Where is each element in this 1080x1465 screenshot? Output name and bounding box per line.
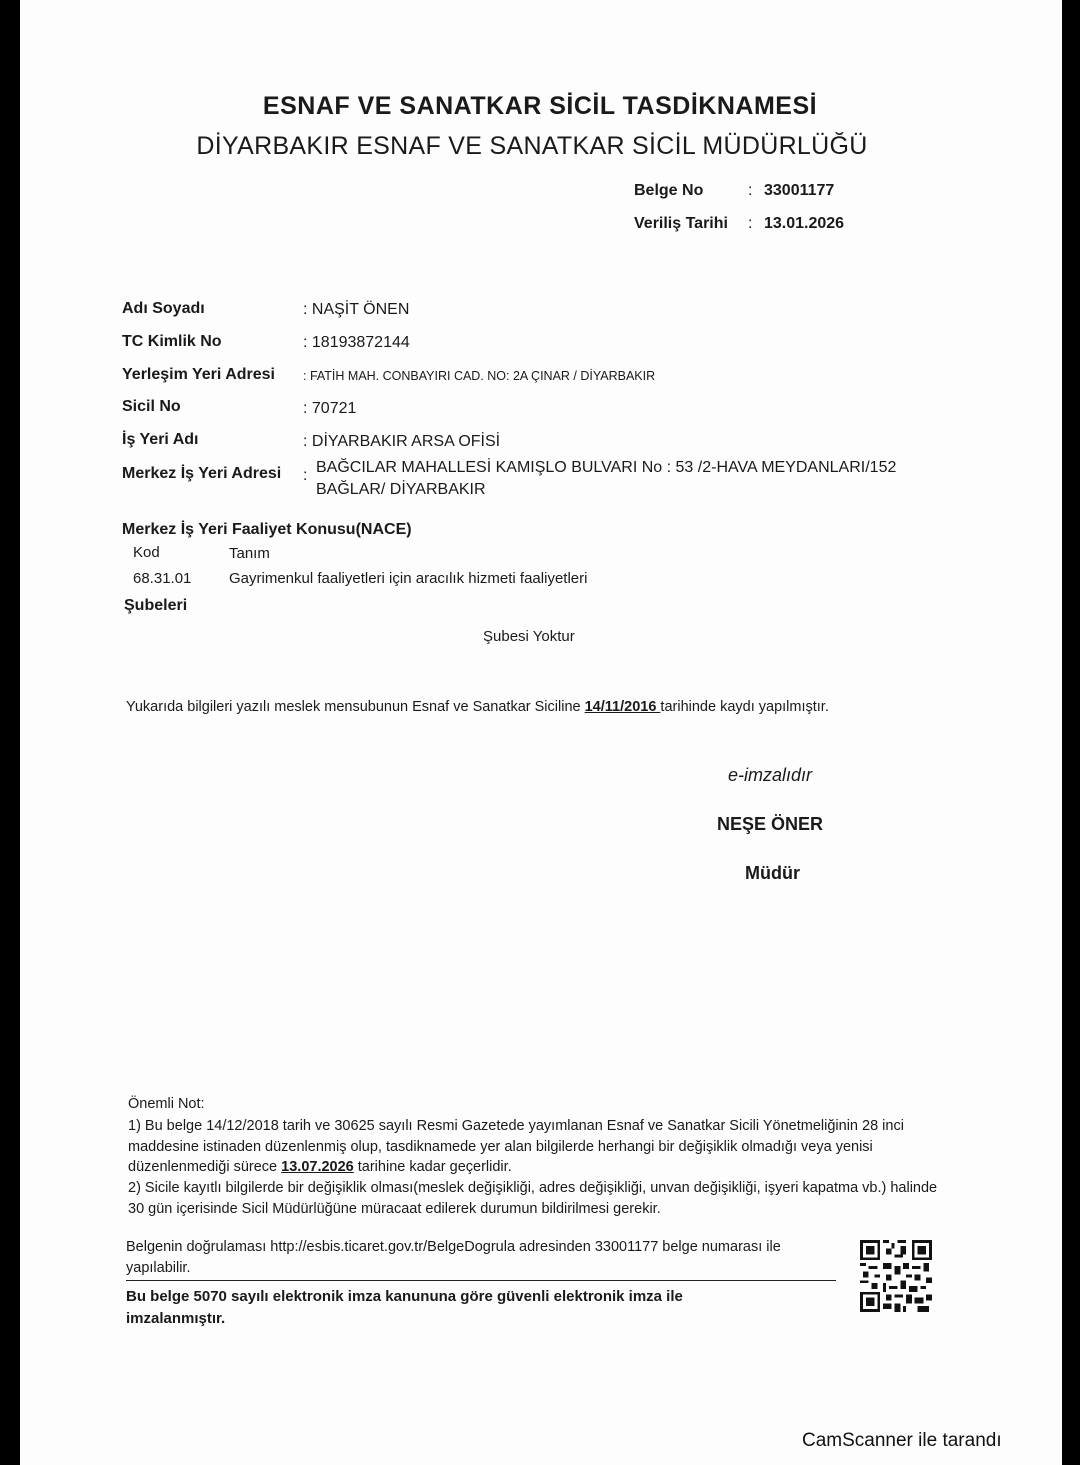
e-imza-label: e-imzalıdır: [728, 765, 813, 785]
merkez-adres-line-2: BAĞLAR/ DİYARBAKIR: [316, 481, 486, 498]
note-paragraph-2: 2) Sicile kayıtlı bilgilerde bir değişiklik olması(meslek değişikliği, adres değişikliği, unvan değişikliği, işyeri kapatma vb.) halinde 30 gün içerisinde Sicil Müdürlüğüne müracaat edilerek durumun bildirilmesi gerekir.: [128, 1180, 938, 1217]
verilis-tarihi-colon: :: [748, 215, 753, 232]
belge-no-label: Belge No: [634, 182, 704, 199]
isyeri-adi-label: İş Yeri Adı: [122, 431, 199, 448]
merkez-adres-line-1: BAĞCILAR MAHALLESİ KAMIŞLO BULVARI No : 53 /2-HAVA MEYDANLARI/152: [316, 459, 897, 476]
yerlesim-adresi-value: : FATİH MAH. CONBAYIRI CAD. NO: 2A ÇINAR / DİYARBAKIR: [303, 369, 656, 383]
verilis-tarihi-value: 13.01.2026: [764, 215, 845, 232]
note-1-text-after: tarihine kadar geçerlidir.: [353, 1159, 512, 1175]
subeler-label: Şubeleri: [124, 597, 188, 614]
yerlesim-adresi-label: Yerleşim Yeri Adresi: [122, 366, 275, 383]
registration-statement: [126, 699, 829, 715]
statement-text-after: tarihinde kaydı yapılmıştır.: [660, 699, 829, 715]
signatory-title: Müdür: [745, 863, 800, 883]
registration-date: 14/11/2016: [584, 699, 661, 715]
tc-kimlik-value: : 18193872144: [303, 334, 410, 351]
belge-no-value: 33001177: [764, 182, 835, 199]
scan-border-left: [0, 0, 20, 1465]
note-paragraph-1: [128, 1116, 948, 1178]
sicil-no-label: Sicil No: [122, 398, 181, 415]
tc-kimlik-label: TC Kimlik No: [122, 333, 222, 350]
subeler-value: Şubesi Yoktur: [483, 628, 575, 645]
note-heading: Önemli Not:: [128, 1096, 205, 1112]
verilis-tarihi-label: Veriliş Tarihi: [634, 215, 728, 232]
e-signature-statement: Bu belge 5070 sayılı elektronik imza kanununa göre güvenli elektronik imza ile imzalanmıştır.: [126, 1288, 683, 1327]
note-1-text: 1) Bu belge 14/12/2018 tarih ve 30625 sayılı Resmi Gazetede yayımlanan Esnaf ve Sanatkar Sicili Yönetmeliğinin 28 inci maddesine istinaden düzenlenmiş olup, tasdiknamede yer alan bilgilerde herhangi bir değişiklik olmadığı veya yenisi düzenlenmediği sürece: [128, 1118, 904, 1175]
camscanner-watermark: CamScanner ile tarandı: [802, 1430, 1002, 1451]
qr-code-icon: [860, 1240, 932, 1312]
merkez-adres-colon: :: [303, 467, 308, 484]
signatory-name: NEŞE ÖNER: [717, 814, 824, 834]
adi-soyadi-value: : NAŞİT ÖNEN: [303, 301, 410, 318]
isyeri-adi-value: : DİYARBAKIR ARSA OFİSİ: [303, 433, 501, 450]
nace-section-title: Merkez İş Yeri Faaliyet Konusu(NACE): [122, 521, 412, 538]
document-subtitle: DİYARBAKIR ESNAF VE SANATKAR SİCİL MÜDÜRLÜĞÜ: [196, 132, 868, 160]
statement-text-before: Yukarıda bilgileri yazılı meslek mensubunun Esnaf ve Sanatkar Siciline: [126, 699, 585, 715]
document-title: ESNAF VE SANATKAR SİCİL TASDİKNAMESİ: [262, 92, 818, 120]
nace-kod-header: Kod: [133, 544, 160, 561]
validity-date: 13.07.2026: [281, 1159, 354, 1175]
footer-divider: [126, 1280, 836, 1281]
adi-soyadi-label: Adı Soyadı: [122, 300, 205, 317]
sicil-no-value: : 70721: [303, 400, 357, 417]
scan-border-right: [1062, 0, 1080, 1465]
nace-tanim-header: Tanım: [229, 545, 270, 562]
merkez-adres-label: Merkez İş Yeri Adresi: [122, 465, 282, 482]
verification-text: Belgenin doğrulaması http://esbis.ticaret.gov.tr/BelgeDogrula adresinden 33001177 belge numarası ile yapılabilir.: [126, 1239, 781, 1276]
nace-tanim-value: Gayrimenkul faaliyetleri için aracılık hizmeti faaliyetleri: [229, 570, 588, 587]
belge-no-colon: :: [748, 182, 753, 199]
nace-kod-value: 68.31.01: [133, 570, 192, 587]
